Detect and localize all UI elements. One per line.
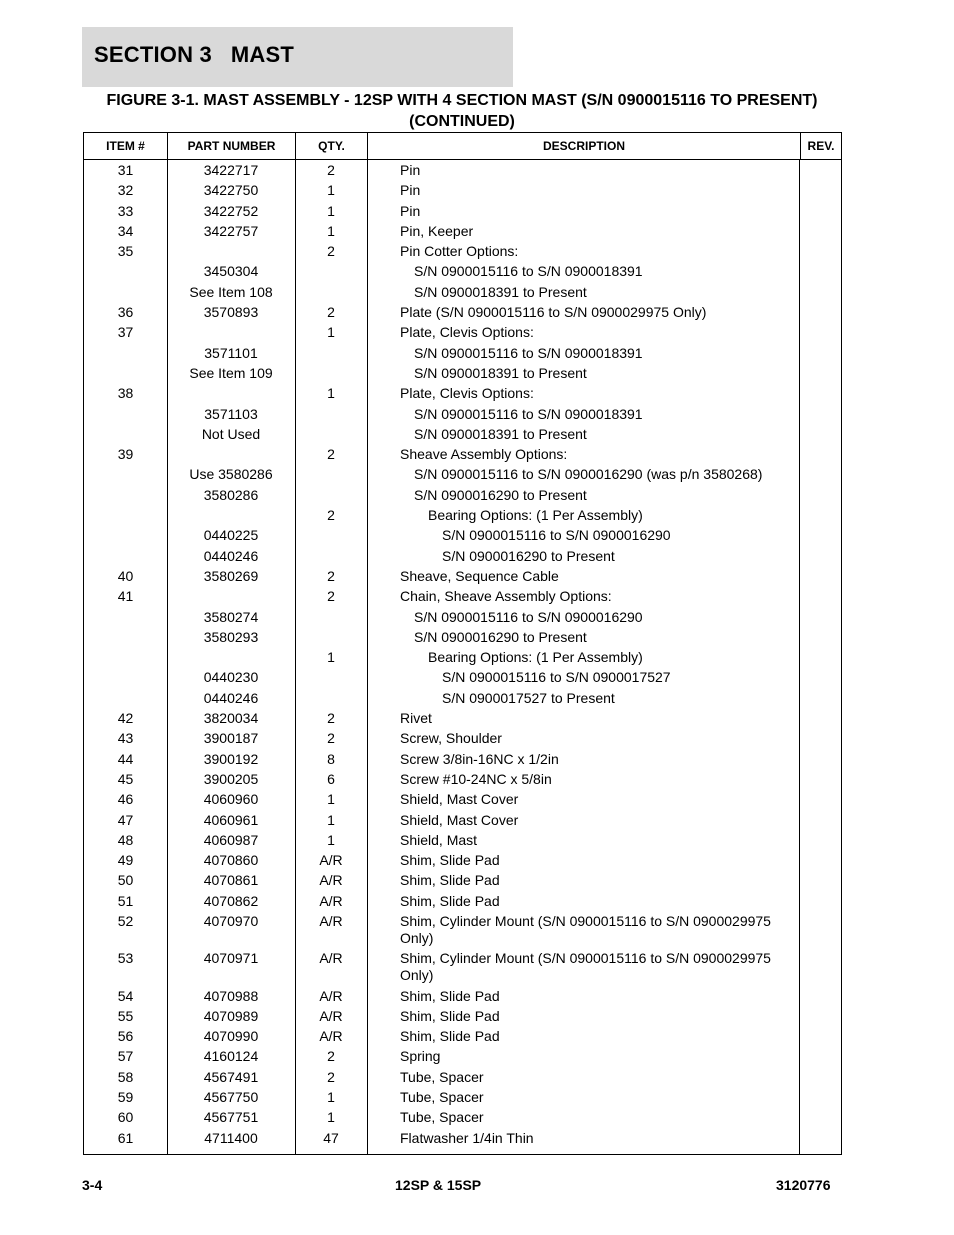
rev-cell	[800, 1028, 841, 1048]
table-row	[84, 588, 841, 608]
qty-cell	[295, 527, 367, 547]
item-cell: 60	[117, 1109, 134, 1126]
qty-cell	[295, 690, 367, 710]
table-row	[84, 507, 841, 527]
description-cell: S/N 0900015116 to S/N 0900016290 (was p/n 3580268)	[414, 466, 763, 483]
rev-cell	[800, 832, 841, 852]
figure-title: FIGURE 3-1. MAST ASSEMBLY - 12SP WITH 4 SECTION MAST (S/N 0900015116 TO PRESENT) (CONTINUED)	[106, 92, 818, 130]
description-cell: Plate, Clevis Options:	[400, 385, 534, 402]
rev-cell	[800, 487, 841, 507]
table-row	[84, 162, 841, 182]
item-cell: 42	[117, 710, 134, 727]
item-cell: 48	[117, 831, 134, 848]
description-cell: Chain, Sheave Assembly Options:	[400, 588, 612, 605]
item-cell	[84, 609, 167, 629]
description-cell: Tube, Spacer	[400, 1109, 484, 1126]
rev-cell	[800, 203, 841, 223]
table-row	[84, 446, 841, 466]
description-cell: Screw #10-24NC x 5/8in	[400, 770, 552, 787]
table-row	[84, 466, 841, 486]
table-row	[84, 527, 841, 547]
table-row	[84, 751, 841, 771]
table-row	[84, 832, 841, 852]
table-row	[84, 1109, 841, 1129]
item-cell	[84, 284, 167, 304]
description-cell: Rivet	[400, 710, 432, 727]
item-cell: 36	[117, 304, 134, 321]
qty-cell: A/R	[319, 987, 343, 1004]
item-cell	[84, 649, 167, 669]
description-cell: Tube, Spacer	[400, 1089, 484, 1106]
part-number-cell	[167, 385, 295, 405]
description-cell: S/N 0900018391 to Present	[414, 364, 587, 381]
rev-cell	[800, 872, 841, 892]
table-row	[84, 243, 841, 263]
part-number-cell: 3422750	[203, 182, 259, 199]
qty-cell: 1	[327, 385, 335, 402]
part-number-cell: 4070862	[203, 892, 259, 909]
column-header-part-number: PART NUMBER	[167, 133, 295, 159]
description-cell: Sheave Assembly Options:	[400, 446, 568, 463]
table-row	[84, 771, 841, 791]
description-cell: Flatwasher 1/4in Thin	[400, 1129, 534, 1146]
qty-cell: 1	[327, 649, 335, 666]
item-cell	[84, 669, 167, 689]
part-number-cell: 3422757	[203, 222, 259, 239]
qty-cell: 1	[327, 202, 335, 219]
rev-cell	[800, 507, 841, 527]
description-cell: S/N 0900017527 to Present	[442, 689, 615, 706]
item-cell: 58	[117, 1068, 134, 1085]
table-row	[84, 203, 841, 223]
table-row	[84, 988, 841, 1008]
table-row	[84, 609, 841, 629]
rev-cell	[800, 950, 841, 987]
description-cell: S/N 0900015116 to S/N 0900018391	[414, 344, 643, 361]
item-cell: 41	[117, 588, 134, 605]
rev-cell	[800, 609, 841, 629]
qty-cell: 2	[327, 1068, 335, 1085]
qty-cell: A/R	[319, 1028, 343, 1045]
part-number-cell: 4711400	[204, 1129, 258, 1146]
item-cell: 55	[117, 1007, 134, 1024]
rev-cell	[800, 223, 841, 243]
rev-cell	[800, 446, 841, 466]
table-row	[84, 690, 841, 710]
part-number-cell: 4070860	[203, 852, 259, 869]
part-number-cell: 3580286	[203, 486, 259, 503]
description-cell: Tube, Spacer	[400, 1068, 484, 1085]
item-cell: 43	[117, 730, 134, 747]
table-row	[84, 913, 841, 950]
qty-cell	[295, 263, 367, 283]
qty-cell: A/R	[319, 892, 343, 909]
table-row	[84, 548, 841, 568]
rev-cell	[800, 263, 841, 283]
rev-cell	[800, 304, 841, 324]
rev-cell	[800, 913, 841, 950]
rev-cell	[800, 1069, 841, 1089]
item-cell	[84, 365, 167, 385]
rev-cell	[800, 527, 841, 547]
table-row	[84, 568, 841, 588]
table-row	[84, 852, 841, 872]
qty-cell: 2	[327, 162, 335, 178]
qty-cell	[295, 406, 367, 426]
qty-cell	[295, 426, 367, 446]
table-body	[84, 160, 841, 1154]
description-cell: S/N 0900015116 to S/N 0900018391	[414, 405, 643, 422]
description-cell: Pin	[400, 162, 421, 178]
qty-cell: 1	[327, 1089, 335, 1106]
qty-cell: 8	[327, 750, 335, 767]
table-row	[84, 629, 841, 649]
part-number-cell: 3580274	[203, 608, 259, 625]
rev-cell	[800, 588, 841, 608]
footer-page-number: 3-4	[82, 1177, 103, 1193]
rev-cell	[800, 791, 841, 811]
parts-table	[83, 132, 842, 1155]
item-cell: 52	[117, 912, 134, 929]
footer-doc-number: 3120776	[776, 1177, 831, 1193]
rev-cell	[800, 1089, 841, 1109]
part-number-cell: 4060961	[203, 811, 259, 828]
part-number-cell: 3900205	[203, 770, 259, 787]
part-number-cell: 4070989	[203, 1007, 259, 1024]
part-number-cell	[167, 507, 295, 527]
table-row	[84, 1130, 841, 1150]
part-number-cell: 4567750	[203, 1089, 259, 1106]
qty-cell: 1	[327, 324, 335, 341]
table-row	[84, 730, 841, 750]
qty-cell: 1	[327, 811, 335, 828]
column-header-qty: QTY.	[295, 133, 367, 159]
part-number-cell: 4070970	[203, 912, 259, 929]
table-row	[84, 263, 841, 283]
table-row	[84, 324, 841, 344]
qty-cell: 2	[327, 710, 335, 727]
qty-cell: 1	[327, 222, 335, 239]
table-row	[84, 284, 841, 304]
part-number-cell: 0440225	[203, 527, 259, 544]
item-cell	[84, 487, 167, 507]
qty-cell: 2	[327, 567, 335, 584]
description-cell: Spring	[400, 1048, 441, 1065]
qty-cell	[295, 345, 367, 365]
column-header-description: DESCRIPTION	[367, 133, 800, 159]
item-cell	[84, 406, 167, 426]
description-cell: S/N 0900015116 to S/N 0900017527	[442, 669, 671, 686]
qty-cell: 6	[327, 770, 335, 787]
qty-cell: 2	[327, 588, 335, 605]
description-cell: Plate, Clevis Options:	[400, 324, 534, 341]
rev-cell	[800, 649, 841, 669]
item-cell: 35	[117, 243, 134, 260]
table-row	[84, 182, 841, 202]
rev-cell	[800, 1109, 841, 1129]
description-cell: Shim, Slide Pad	[400, 852, 500, 869]
part-number-cell: 3422752	[203, 202, 259, 219]
qty-cell	[295, 669, 367, 689]
table-row	[84, 1069, 841, 1089]
qty-cell: A/R	[319, 950, 343, 967]
item-cell: 56	[117, 1028, 134, 1045]
item-cell	[84, 527, 167, 547]
qty-cell: A/R	[319, 1007, 343, 1024]
part-number-cell: 3900187	[203, 730, 259, 747]
qty-cell	[295, 365, 367, 385]
qty-cell: 1	[327, 831, 335, 848]
rev-cell	[800, 812, 841, 832]
description-cell: Shim, Cylinder Mount (S/N 0900015116 to S/N 0900029975 Only)	[400, 912, 771, 946]
item-cell	[84, 426, 167, 446]
table-row	[84, 1008, 841, 1028]
part-number-cell	[167, 243, 295, 263]
item-cell: 61	[117, 1129, 134, 1146]
table-row	[84, 791, 841, 811]
part-number-cell: 4160124	[203, 1048, 259, 1065]
rev-cell	[800, 548, 841, 568]
rev-cell	[800, 385, 841, 405]
qty-cell	[295, 609, 367, 629]
item-cell: 44	[117, 750, 134, 767]
item-cell: 37	[117, 324, 134, 341]
qty-cell	[295, 487, 367, 507]
description-cell: Pin Cotter Options:	[400, 243, 519, 260]
rev-cell	[800, 243, 841, 263]
qty-cell: 1	[327, 791, 335, 808]
part-number-cell: 0440246	[203, 689, 259, 706]
rev-cell	[800, 1048, 841, 1068]
table-row	[84, 345, 841, 365]
rev-cell	[800, 988, 841, 1008]
description-cell: Shield, Mast	[400, 831, 478, 848]
table-row	[84, 487, 841, 507]
item-cell: 47	[117, 811, 134, 828]
item-cell: 34	[117, 222, 134, 239]
item-cell: 45	[117, 770, 134, 787]
description-cell: S/N 0900018391 to Present	[414, 425, 587, 442]
description-cell: Shield, Mast Cover	[400, 791, 519, 808]
description-cell: Shield, Mast Cover	[400, 811, 519, 828]
section-banner	[82, 27, 513, 87]
description-cell: Shim, Slide Pad	[400, 1007, 500, 1024]
rev-cell	[800, 568, 841, 588]
table-row	[84, 223, 841, 243]
rev-cell	[800, 629, 841, 649]
table-row	[84, 406, 841, 426]
part-number-cell: 3571101	[204, 344, 258, 361]
rev-cell	[800, 690, 841, 710]
rev-cell	[800, 893, 841, 913]
part-number-cell: 4070988	[203, 987, 259, 1004]
part-number-cell: 0440246	[203, 547, 259, 564]
footer-model: 12SP & 15SP	[395, 1177, 482, 1193]
qty-cell: 47	[323, 1129, 339, 1146]
rev-cell	[800, 710, 841, 730]
table-row	[84, 426, 841, 446]
qty-cell: 1	[327, 182, 335, 199]
table-row	[84, 1089, 841, 1109]
qty-cell: 1	[327, 1109, 335, 1126]
qty-cell: 2	[327, 730, 335, 747]
qty-cell	[295, 548, 367, 568]
description-cell: Screw 3/8in-16NC x 1/2in	[400, 750, 559, 767]
table-row	[84, 304, 841, 324]
part-number-cell: 3580269	[203, 567, 259, 584]
qty-cell	[295, 284, 367, 304]
item-cell: 49	[117, 852, 134, 869]
rev-cell	[800, 751, 841, 771]
item-cell: 38	[117, 385, 134, 402]
table-row	[84, 1028, 841, 1048]
part-number-cell: 3900192	[203, 750, 259, 767]
table-row	[84, 872, 841, 892]
qty-cell	[295, 629, 367, 649]
table-row	[84, 385, 841, 405]
rev-cell	[800, 1008, 841, 1028]
table-row	[84, 365, 841, 385]
rev-cell	[800, 1130, 841, 1150]
qty-cell	[295, 466, 367, 486]
item-cell: 32	[117, 182, 134, 199]
qty-cell: 2	[327, 243, 335, 260]
item-cell: 57	[117, 1048, 134, 1065]
description-cell: Sheave, Sequence Cable	[400, 567, 559, 584]
rev-cell	[800, 162, 841, 182]
rev-cell	[800, 466, 841, 486]
item-cell: 31	[117, 162, 134, 178]
part-number-cell: Not Used	[201, 425, 261, 442]
part-number-cell: 3570893	[203, 304, 259, 321]
rev-cell	[800, 345, 841, 365]
table-row	[84, 812, 841, 832]
description-cell: S/N 0900018391 to Present	[414, 283, 587, 300]
item-cell	[84, 548, 167, 568]
part-number-cell: 4070861	[203, 872, 259, 889]
part-number-cell: 4567751	[203, 1109, 259, 1126]
item-cell: 54	[117, 987, 134, 1004]
description-cell: Shim, Slide Pad	[400, 872, 500, 889]
rev-cell	[800, 771, 841, 791]
item-cell: 33	[117, 202, 134, 219]
qty-cell: A/R	[319, 872, 343, 889]
description-cell: S/N 0900016290 to Present	[414, 486, 587, 503]
table-row	[84, 710, 841, 730]
description-cell: Screw, Shoulder	[400, 730, 502, 747]
description-cell: S/N 0900015116 to S/N 0900016290	[414, 608, 643, 625]
rev-cell	[800, 669, 841, 689]
description-cell: Shim, Slide Pad	[400, 1028, 500, 1045]
qty-cell: A/R	[319, 912, 343, 929]
qty-cell: 2	[327, 446, 335, 463]
part-number-cell: Use 3580286	[189, 466, 273, 483]
description-cell: Pin	[400, 202, 421, 219]
item-cell: 59	[117, 1089, 134, 1106]
part-number-cell: 3580293	[203, 628, 259, 645]
qty-cell: 2	[327, 1048, 335, 1065]
qty-cell: A/R	[319, 852, 343, 869]
item-cell	[84, 507, 167, 527]
table-row	[84, 893, 841, 913]
table-row	[84, 669, 841, 689]
table-row	[84, 950, 841, 987]
item-cell	[84, 345, 167, 365]
rev-cell	[800, 852, 841, 872]
part-number-cell: 3820034	[203, 710, 259, 727]
part-number-cell: 4070971	[203, 950, 259, 967]
part-number-cell: 4070990	[203, 1028, 259, 1045]
part-number-cell	[167, 649, 295, 669]
rev-cell	[800, 730, 841, 750]
item-cell: 39	[117, 446, 134, 463]
rev-cell	[800, 365, 841, 385]
part-number-cell: 0440230	[203, 669, 259, 686]
rev-cell	[800, 182, 841, 202]
column-header-item: ITEM #	[106, 139, 145, 153]
qty-cell: 2	[327, 507, 335, 524]
rev-cell	[800, 406, 841, 426]
item-cell: 53	[117, 950, 134, 967]
table-row	[84, 1048, 841, 1068]
item-cell: 40	[117, 567, 134, 584]
part-number-cell: 4060987	[203, 831, 259, 848]
description-cell: Shim, Slide Pad	[400, 987, 500, 1004]
part-number-cell: 4060960	[203, 791, 259, 808]
table-row	[84, 649, 841, 669]
rev-cell	[800, 426, 841, 446]
description-cell: S/N 0900016290 to Present	[414, 628, 587, 645]
section-title: SECTION 3 MAST	[94, 42, 294, 67]
description-cell: Shim, Cylinder Mount (S/N 0900015116 to S/N 0900029975 Only)	[400, 950, 771, 984]
description-cell: S/N 0900015116 to S/N 0900016290	[442, 527, 671, 544]
description-cell: Bearing Options: (1 Per Assembly)	[428, 649, 643, 666]
item-cell	[84, 263, 167, 283]
item-cell	[84, 466, 167, 486]
part-number-cell	[167, 446, 295, 466]
description-cell: S/N 0900015116 to S/N 0900018391	[414, 263, 643, 280]
part-number-cell	[167, 588, 295, 608]
item-cell: 46	[117, 791, 134, 808]
part-number-cell: 3571103	[204, 405, 258, 422]
rev-cell	[800, 324, 841, 344]
description-cell: Plate (S/N 0900015116 to S/N 0900029975 Only)	[400, 304, 707, 321]
part-number-cell: 4567491	[203, 1068, 259, 1085]
description-cell: Pin, Keeper	[400, 222, 474, 239]
description-cell: Pin	[400, 182, 421, 199]
part-number-cell: See Item 109	[189, 364, 273, 381]
part-number-cell	[167, 324, 295, 344]
table-header-row	[84, 133, 841, 160]
description-cell: Bearing Options: (1 Per Assembly)	[428, 507, 643, 524]
item-cell: 51	[117, 892, 134, 909]
item-cell: 50	[117, 872, 134, 889]
description-cell: Shim, Slide Pad	[400, 892, 500, 909]
description-cell: S/N 0900016290 to Present	[442, 547, 615, 564]
part-number-cell: See Item 108	[189, 283, 273, 300]
item-cell	[84, 629, 167, 649]
part-number-cell: 3450304	[203, 263, 259, 280]
item-cell	[84, 690, 167, 710]
part-number-cell: 3422717	[203, 162, 259, 178]
column-header-rev: REV.	[800, 133, 841, 159]
rev-cell	[800, 284, 841, 304]
qty-cell: 2	[327, 304, 335, 321]
